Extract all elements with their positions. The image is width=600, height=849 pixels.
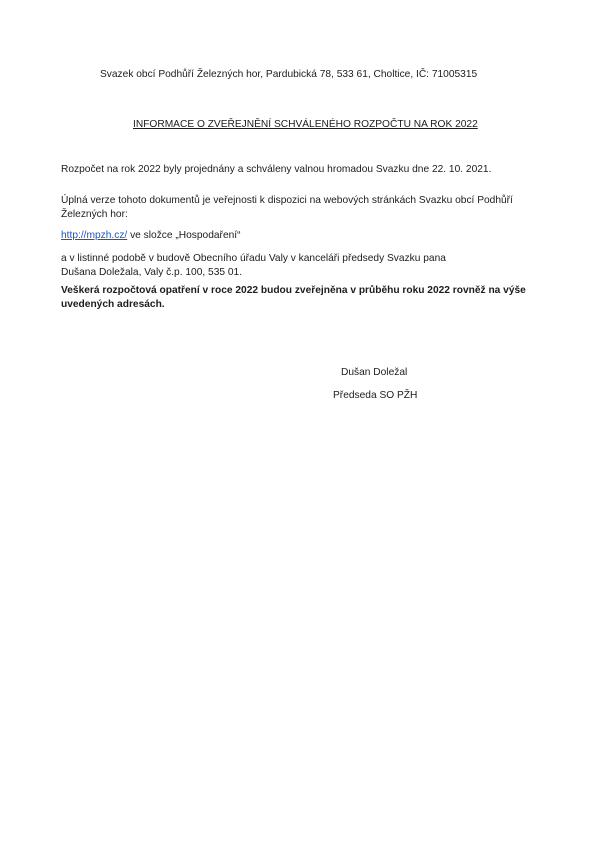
signature-name: Dušan Doležal: [341, 367, 408, 378]
signature-title: Předseda SO PŽH: [333, 390, 418, 401]
paragraph-paper-version: a v listinné podobě v budově Obecního úřadu Valy v kanceláři předsedy Svazku pana Dušana Doležala, Valy č.p. 100, 535 01.: [61, 253, 446, 278]
document-heading: INFORMACE O ZVEŘEJNĚNÍ SCHVÁLENÉHO ROZPOČTU NA ROK 2022: [133, 119, 478, 130]
paragraph-budget-measures: Veškerá rozpočtová opatření v roce 2022 budou zveřejněna v průběhu roku 2022 rovněž na výše uvedených adresách.: [61, 285, 526, 310]
paragraph-budget-approval: Rozpočet na rok 2022 byly projednány a schváleny valnou hromadou Svazku dne 22. 10. 2021.: [61, 164, 492, 175]
paragraph-availability: Úplná verze tohoto dokumentů je veřejnosti k dispozici na webových stránkách Svazku obcí Podhůří Železných hor:: [61, 195, 513, 220]
website-link[interactable]: http://mpzh.cz/: [61, 230, 128, 241]
paragraph-website: [61, 229, 241, 243]
header-address: Svazek obcí Podhůří Železných hor, Pardubická 78, 533 61, Choltice, IČ: 71005315: [100, 69, 478, 80]
folder-note: ve složce „Hospodaření“: [127, 230, 241, 241]
